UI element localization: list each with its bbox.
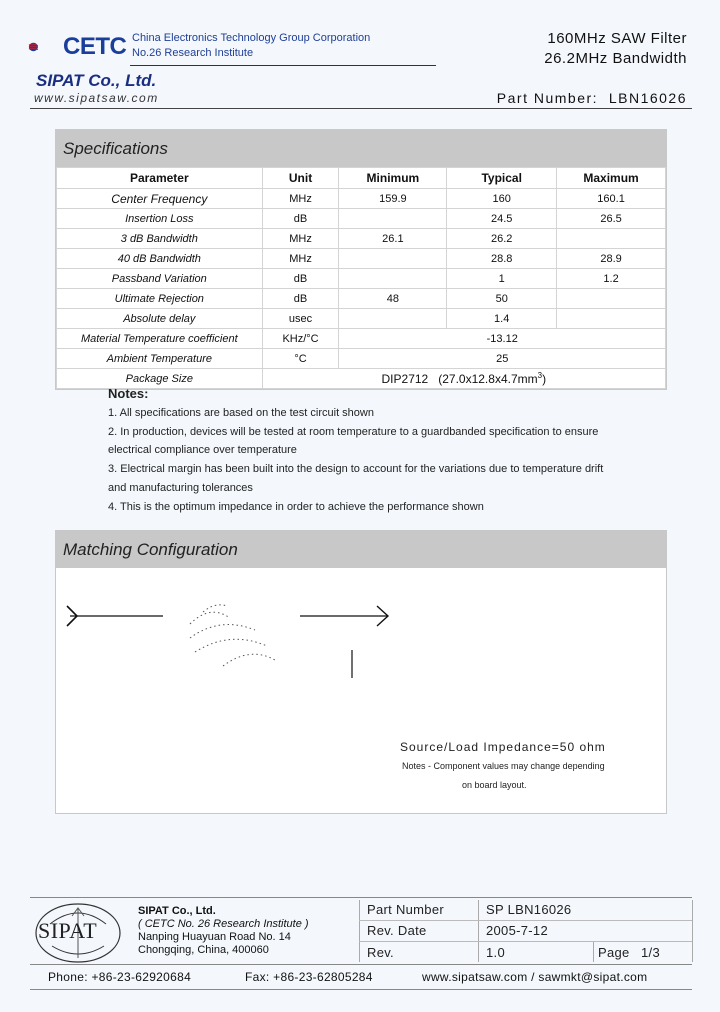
cetc-logo-icon — [28, 30, 64, 64]
min-cell — [339, 209, 447, 229]
table-row — [57, 329, 666, 349]
company-website[interactable]: www.sipatsaw.com — [34, 91, 159, 105]
notes-section — [108, 385, 603, 517]
table-row — [57, 229, 666, 249]
input-arrow-icon — [67, 606, 163, 626]
footer-grid-row-line — [359, 941, 692, 942]
cetc-logo-text: CETC — [63, 33, 127, 60]
footer-rev-label: Rev. — [367, 945, 394, 960]
footer-pn-value: SP LBN16026 — [486, 902, 572, 917]
unit-cell: MHz — [262, 189, 339, 209]
max-cell: 160.1 — [557, 189, 666, 209]
typ-cell: 50 — [447, 289, 557, 309]
title-frequency: 160MHz SAW Filter — [547, 30, 687, 47]
saw-filter-symbol-icon — [190, 605, 275, 666]
footer-institute: ( CETC No. 26 Research Institute ) — [138, 918, 309, 930]
table-row — [57, 309, 666, 329]
footer-page-value: 1/3 — [641, 945, 660, 960]
max-cell — [557, 309, 666, 329]
matching-title: Matching Configuration — [56, 531, 666, 568]
footer-grid-divider — [359, 900, 360, 962]
footer-grid-divider — [692, 900, 693, 962]
note-line: 2. In production, devices will be tested at room temperature to a guardbanded specification to ensure — [108, 425, 599, 438]
typ-cell: 24.5 — [447, 209, 557, 229]
footer-rev-date-label: Rev. Date — [367, 923, 427, 938]
max-cell: 1.2 — [557, 269, 666, 289]
param-cell: Package Size — [57, 369, 263, 389]
footer-contact[interactable]: www.sipatsaw.com / sawmkt@sipat.com — [422, 970, 648, 984]
table-row — [57, 349, 666, 369]
package-dim-close: ) — [542, 372, 547, 386]
col-header-minimum: Minimum — [339, 168, 447, 189]
typ-cell: -13.12 — [339, 329, 666, 349]
param-cell: 3 dB Bandwidth — [57, 229, 263, 249]
part-number-header — [497, 90, 687, 106]
unit-cell: dB — [262, 209, 339, 229]
param-cell: Insertion Loss — [57, 209, 263, 229]
footer-bottom-divider — [30, 989, 692, 990]
col-header-unit: Unit — [262, 168, 339, 189]
param-cell: Passband Variation — [57, 269, 263, 289]
footer-rev-value: 1.0 — [486, 945, 505, 960]
part-number-value: LBN16026 — [608, 90, 687, 106]
unit-cell: dB — [262, 289, 339, 309]
table-row — [57, 249, 666, 269]
title-bandwidth: 26.2MHz Bandwidth — [544, 50, 687, 67]
footer-pn-label: Part Number — [367, 902, 444, 917]
unit-cell: MHz — [262, 229, 339, 249]
output-arrow-icon — [300, 606, 388, 626]
part-number-label: Part Number: — [496, 90, 599, 106]
unit-cell: MHz — [262, 249, 339, 269]
footer-rev-date-value: 2005-7-12 — [486, 923, 548, 938]
min-cell — [339, 309, 447, 329]
unit-cell: dB — [262, 269, 339, 289]
typ-cell: 1.4 — [447, 309, 557, 329]
col-header-maximum: Maximum — [557, 168, 666, 189]
note-line: and manufacturing tolerances — [108, 481, 253, 494]
matching-circuit-diagram — [55, 568, 665, 808]
footer-fax: Fax: +86-23-62805284 — [245, 970, 373, 984]
sipat-seal-text: SIPAT — [38, 918, 98, 943]
table-header-row — [57, 168, 666, 189]
param-cell: 40 dB Bandwidth — [57, 249, 263, 269]
company-name: SIPAT Co., Ltd. — [36, 71, 157, 90]
footer-address-line1: Nanping Huayuan Road No. 14 — [138, 931, 291, 943]
max-cell — [557, 229, 666, 249]
param-cell: Material Temperature coefficient — [57, 329, 263, 349]
param-cell: Ambient Temperature — [57, 349, 263, 369]
typ-cell: 25 — [339, 349, 666, 369]
package-dim-superscript: 3 — [537, 371, 543, 380]
specifications-box — [55, 129, 667, 390]
matching-note-line: Notes - Component values may change depending — [402, 761, 605, 771]
notes-heading: Notes: — [108, 386, 149, 401]
footer-mid-divider — [30, 964, 692, 965]
table-row — [57, 289, 666, 309]
unit-cell: KHz/°C — [262, 329, 339, 349]
note-line: 4. This is the optimum impedance in order to achieve the performance shown — [108, 500, 484, 513]
col-header-typical: Typical — [447, 168, 557, 189]
param-cell: Center Frequency — [57, 189, 263, 209]
min-cell: 48 — [339, 289, 447, 309]
footer-page-label: Page — [598, 945, 630, 960]
min-cell — [339, 269, 447, 289]
typ-cell: 26.2 — [447, 229, 557, 249]
typ-cell: 1 — [447, 269, 557, 289]
header-bottom-divider — [30, 108, 692, 109]
footer-grid-row-line — [359, 920, 692, 921]
spec-table — [56, 167, 666, 389]
param-cell: Absolute delay — [57, 309, 263, 329]
table-row — [57, 189, 666, 209]
col-header-parameter: Parameter — [57, 168, 263, 189]
typ-cell: 160 — [447, 189, 557, 209]
min-cell: 26.1 — [339, 229, 447, 249]
header-divider — [130, 65, 436, 66]
package-dimensions: (27.0x12.8x4.7mm — [438, 372, 538, 386]
footer-phone: Phone: +86-23-62920684 — [48, 970, 192, 984]
corp-line: China Electronics Technology Group Corporation — [132, 32, 371, 44]
min-cell: 159.9 — [339, 189, 447, 209]
package-type: DIP2712 — [381, 372, 429, 386]
footer-top-divider — [30, 897, 692, 898]
unit-cell: °C — [262, 349, 339, 369]
min-cell — [339, 249, 447, 269]
note-line: 1. All specifications are based on the test circuit shown — [108, 406, 374, 419]
param-cell: Ultimate Rejection — [57, 289, 263, 309]
table-row — [57, 209, 666, 229]
footer-grid-divider — [478, 900, 479, 962]
matching-note-line: on board layout. — [462, 780, 527, 790]
max-cell: 28.9 — [557, 249, 666, 269]
footer-grid-divider — [593, 942, 594, 962]
unit-cell: usec — [262, 309, 339, 329]
typ-cell: 28.8 — [447, 249, 557, 269]
note-line: 3. Electrical margin has been built into the design to account for the variations due to temperature drift — [108, 463, 604, 476]
institute-line: No.26 Research Institute — [132, 47, 254, 59]
footer-company: SIPAT Co., Ltd. — [138, 905, 216, 917]
impedance-label: Source/Load Impedance=50 ohm — [400, 740, 606, 754]
table-row — [57, 269, 666, 289]
specifications-title: Specifications — [56, 130, 666, 167]
max-cell: 26.5 — [557, 209, 666, 229]
max-cell — [557, 289, 666, 309]
footer-address-line2: Chongqing, China, 400060 — [138, 944, 269, 956]
note-line: electrical compliance over temperature — [108, 444, 297, 457]
